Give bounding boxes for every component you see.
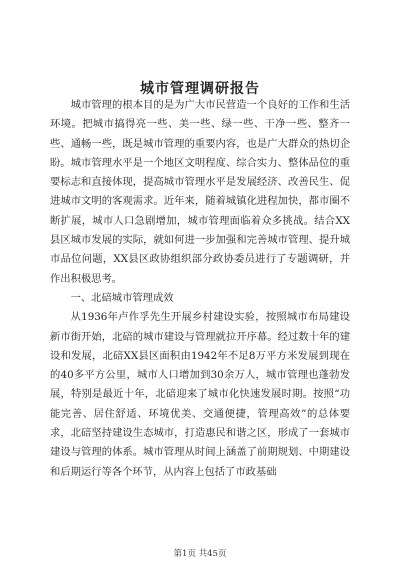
- section-heading: 一、北碚城市管理成效: [70, 291, 174, 304]
- document-body: [50, 96, 350, 482]
- document-title: 城市管理调研报告: [140, 81, 260, 97]
- intro-paragraph: 城市管理的根本目的是为广大市民营造一个良好的工作和生活环境。把城市搞得亮一些、美一些、绿一些、干净一些、整齐一些、通畅一些，既是城市管理的重要内容，也是广大群众的热切企盼。城市管理水平是一个地区文明程度、综合实力、整体品位的重要标志和直接体现，提高城市管理水平是发展经济、改善民生、促进城市文明的客观需求。近年来，随着城镇化进程加快，都市圈不断扩展，城市人口急剧增加，城市管理面临着众多挑战。结合XX县区城市发展的实际，就如何进一步加强和完善城市管理、提升城市品位问题，XX县区政协组织部分政协委员进行了专题调研，并作出积极思考。: [50, 99, 350, 285]
- section-paragraph: 从1936年卢作孚先生开展乡村建设实验，按照城市布局建设新市街开始，北碚的城市建设与管理就拉开序幕。经过数十年的建设和发展，北碚XX县区面积由1942年不足8万平方米发展到现在的40多平方公里，城市人口增加到30余万人，城市管理也蓬勃发展，特别是最近十年，北碚迎来了城市化快速发展时期。按照“功能完善、居住舒适、环境优美、交通便捷，管理高效”的总体要求，北碚坚持建设生态城市，打造惠民和谐之区，形成了一套城市建设与管理的体系。城市管理从时间上涵盖了前期规划、中期建设和后期运行等各个环节，从内容上包括了市政基础: [50, 311, 350, 478]
- page-footer: 第1页 共45页: [173, 549, 227, 559]
